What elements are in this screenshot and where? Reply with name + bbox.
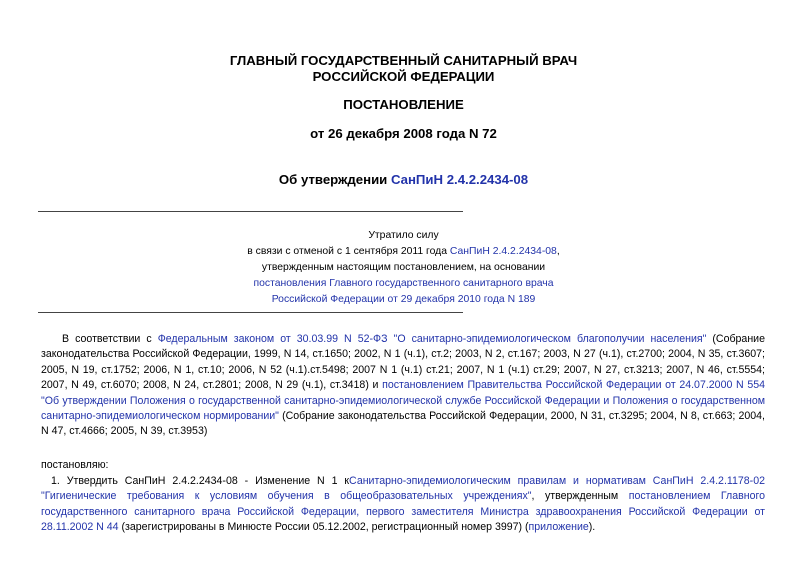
status-text: в связи с отменой с 1 сентября 2011 года (247, 246, 450, 257)
federal-law-link[interactable]: Федеральным законом от 30.03.99 N 52-ФЗ "О санитарно-эпидемиологическом благополучии населения" (157, 333, 707, 345)
item-1-text-2: , утвержденным (531, 490, 629, 503)
authority-line-1: ГЛАВНЫЙ ГОСУДАРСТВЕННЫЙ САНИТАРНЫЙ ВРАЧ (229, 53, 578, 68)
preamble-text-3: (Собрание законодательства Российской Федерации, 2000, N 31, ст.3295; 2004, N 8, ст.663; 2004, N 47, ст.4666; 2005, N 39, ст.3953) (41, 410, 765, 438)
document-subject (0, 172, 807, 188)
sanpin-1178-link[interactable]: Санитарно-эпидемиологическим правилам и нормативам СанПиН 2.4.2.1178-02 "Гигиенические требования к условиям обучения в общеобразовательных учреждениях" (41, 475, 765, 503)
item-1-text-1: 1. Утвердить СанПиН 2.4.2.2434-08 - Изменение N 1 к (51, 475, 350, 487)
document-type: ПОСТАНОВЛЕНИЕ (343, 97, 464, 112)
government-decree-link[interactable]: постановлением Правительства Российской Федерации от 24.07.2000 N 554 "Об утверждении Положения о государственной санитарно-эпидемиологической службе Российской Федерации и Положения о государственном санитарно-эпидемиологическом нормировании" (41, 379, 765, 423)
item-1-text-3: (зарегистрированы в Минюсте России 05.12.2002, регистрационный номер 3997) ( (118, 521, 529, 534)
sanpin-link-title[interactable]: СанПиН 2.4.2.2434-08 (390, 172, 529, 187)
preamble-text-1: В соответствии с (62, 333, 158, 345)
sanpin-link-status[interactable]: СанПиН 2.4.2.2434-08 (449, 246, 557, 257)
status-line-1: Утратило силу (368, 230, 439, 241)
date-number: от 26 декабря 2008 года N 72 (310, 126, 497, 141)
subject-prefix: Об утверждении (278, 172, 391, 187)
status-line-5 (0, 292, 807, 308)
status-line-3: утвержденным настоящим постановлением, на основании (261, 262, 546, 273)
status-line-2 (0, 244, 807, 260)
repeal-decree-link-part2[interactable]: Российской Федерации от 29 декабря 2010 года N 189 (271, 294, 536, 305)
preamble-paragraph (41, 332, 765, 440)
decree-44-link[interactable]: постановлением Главного государственного санитарного врача Российской Федерации, первого заместителя Министра здравоохранения Российской Федерации от 28.11.2002 N 44 (41, 490, 766, 534)
item-1-text-4: ). (588, 521, 596, 534)
authority-line-2: РОССИЙСКОЙ ФЕДЕРАЦИИ (312, 69, 495, 84)
decree-word: постановляю: (41, 459, 109, 471)
separator-top (38, 211, 463, 212)
appendix-link[interactable]: приложение (528, 521, 589, 534)
status-comma: , (556, 246, 560, 257)
status-line-4 (0, 276, 807, 292)
separator-bottom (38, 312, 463, 313)
item-1-paragraph (41, 474, 765, 536)
preamble-text-2: (Собрание законодательства Российской Федерации, 1999, N 14, ст.1650; 2002, N 1 (ч.1), ст.2; 2003, N 2, ст.167; 2003, N 27 (ч.1), ст.2700; 2004, N 35, ст.3607; 2005, N 19, ст.1752; 2006, N 1, ст.10; 2006, N 52 (ч.1).ст.5498; 2007 N 1 (ч.1) ст.21; 2007, N 1 (ч.1) ст.29; 2007, N 27, ст.3213; 2007, N 46, ст.5554; 2007, N 49, ст.6070; 2008, N 24, ст.2801; 2008, N 29 (ч.1), ст.3418) и (41, 333, 765, 392)
repeal-decree-link-part1[interactable]: постановления Главного государственного санитарного врача (253, 278, 554, 289)
